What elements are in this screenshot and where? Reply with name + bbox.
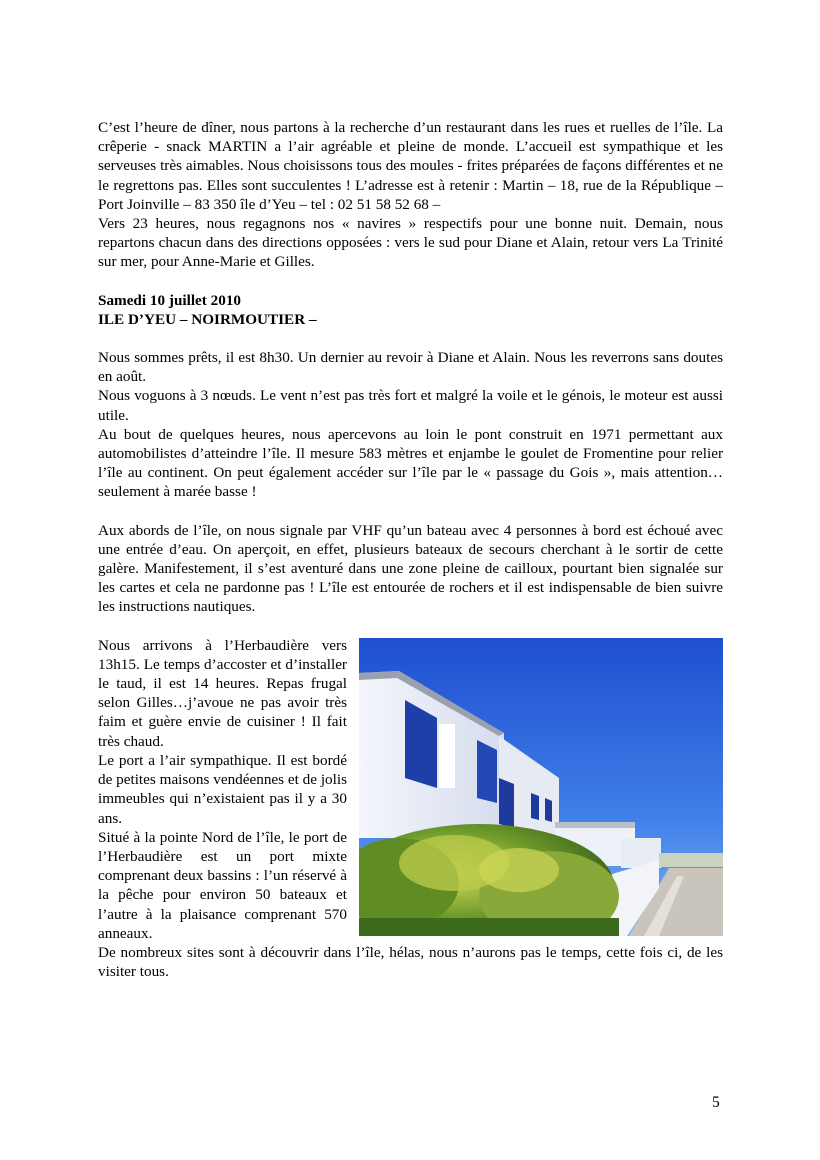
route-heading: ILE D’YEU – NOIRMOUTIER – bbox=[98, 310, 317, 328]
paragraph-sailing: Nous voguons à 3 nœuds. Le vent n’est pas très fort et malgré la voile et le génois, le moteur est aussi utile. bbox=[98, 387, 723, 424]
page-body bbox=[98, 118, 723, 981]
paragraph-rescue: Aux abords de l’île, on nous signale par VHF qu’un bateau avec 4 personnes à bord est échoué avec une entrée d’eau. On aperçoit, en effet, plusieurs bateaux de secours cherchant à le sortir de cette galère. Manifestement, il s’est aventuré dans une zone pleine de cailloux, pourtant bien signalée sur les cartes et cela ne pardonne pas ! L’île est entourée de rochers et il est indispensable de bien suivre les instructions nautiques. bbox=[98, 521, 723, 616]
paragraph-night: Vers 23 heures, nous regagnons nos « navires » respectifs pour une bonne nuit. Demain, nous repartons chacun dans des directions opposées : vers le sud pour Diane et Alain, retour vers La Trinité sur mer, pour Anne-Marie et Gilles. bbox=[98, 215, 723, 271]
paragraph-arrival: Nous arrivons à l’Herbaudière vers 13h15. Le temps d’accoster et d’installer le taud, il est 14 heures. Repas frugal selon Gilles…j’avoue ne pas avoir très faim et guère envie de cuisiner ! Il fait très chaud. bbox=[98, 636, 347, 750]
paragraph-dinner: C’est l’heure de dîner, nous partons à la recherche d’un restaurant dans les rues et ruelles de l’île. La crêperie - snack MARTIN a l’air agréable et pleine de monde. L’accueil est sympathique et les serveuses très aimables. Nous choisissons tous des moules - frites préparées de façons différentes et ne le regrettons pas. Elles sont succulentes ! L’adresse est à retenir : Martin – 18, rue de la République – Port Joinville – 83 350 île d’Yeu – tel : 02 51 58 52 68 – bbox=[98, 119, 723, 213]
house-photo bbox=[359, 638, 723, 936]
paragraph-port: Le port a l’air sympathique. Il est bordé de petites maisons vendéennes et de jolis immeubles qui n’existaient pas il y a 30 ans. bbox=[98, 751, 347, 827]
page-number: 5 bbox=[712, 1094, 720, 1111]
paragraph-harbour: Situé à la pointe Nord de l’île, le port de l’Herbaudière est un port mixte comprenant deux bassins : l’un réservé à la pêche pour environ 50 bateaux et l’autre à la plaisance comprenant 570 anneaux. bbox=[98, 828, 347, 942]
date-heading: Samedi 10 juillet 2010 bbox=[98, 291, 242, 309]
paragraph-departure: Nous sommes prêts, il est 8h30. Un dernier au revoir à Diane et Alain. Nous les reverrons sans doutes en août. bbox=[98, 349, 723, 386]
paragraph-bridge: Au bout de quelques heures, nous apercevons au loin le pont construit en 1971 permettant aux automobilistes d’atteindre l’île. Il mesure 583 mètres et enjambe le goulet de Fromentine pour relier l’île au continent. On peut également accéder sur l’île par le « passage du Gois », mais attention…seulement à marée basse ! bbox=[98, 425, 723, 501]
paragraph-sites: De nombreux sites sont à découvrir dans l’île, hélas, nous n’aurons pas le temps, cette fois ci, de les visiter tous. bbox=[98, 943, 723, 981]
photo-section bbox=[98, 636, 723, 943]
